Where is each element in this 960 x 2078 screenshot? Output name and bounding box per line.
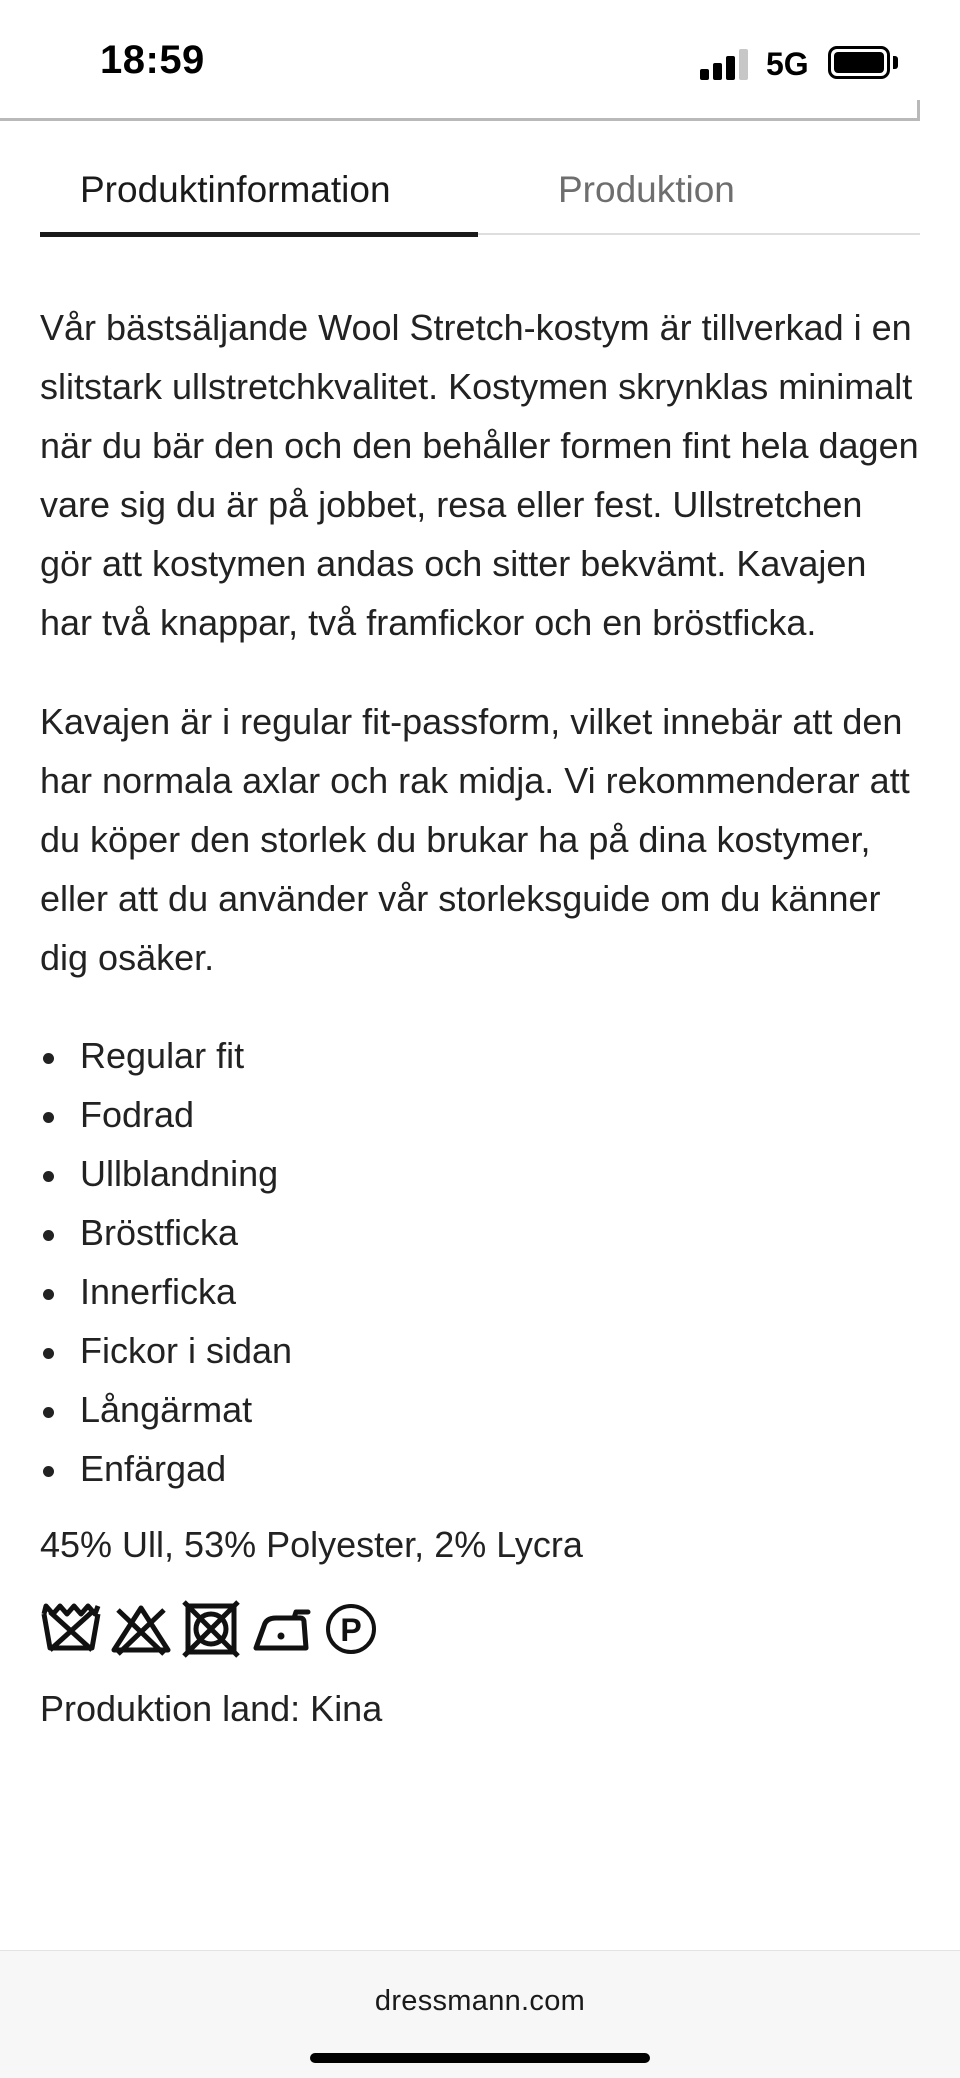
feature-item: Enfärgad <box>40 1439 920 1498</box>
tab-label: Produktion <box>558 169 735 210</box>
product-information-content <box>40 298 920 1738</box>
network-label: 5G <box>766 46 809 82</box>
feature-list <box>40 1026 920 1498</box>
tab-label: Produktinformation <box>80 169 391 210</box>
battery-tip <box>893 56 898 69</box>
feature-item: Fickor i sidan <box>40 1321 920 1380</box>
header-divider <box>0 118 920 121</box>
tab-produktion[interactable] <box>518 140 768 235</box>
care-instructions <box>40 1599 920 1659</box>
signal-bars-icon <box>700 48 752 80</box>
feature-item: Fodrad <box>40 1085 920 1144</box>
feature-item: Bröstficka <box>40 1203 920 1262</box>
dry-clean-p-icon <box>320 1600 382 1658</box>
battery-icon <box>828 46 890 79</box>
home-indicator[interactable] <box>310 2053 650 2063</box>
fit-paragraph: Kavajen är i regular fit-passform, vilket innebär att den har normala axlar och rak midja. Vi rekommenderar att du köper den storlek du brukar ha på dina kostymer, eller att du använder vår storleksguide om du känner dig osäker. <box>40 701 910 978</box>
no-tumble-dry-icon <box>180 1600 242 1658</box>
feature-item: Ullblandning <box>40 1144 920 1203</box>
dry-clean-letter: P <box>340 1612 362 1648</box>
no-bleach-icon <box>110 1600 172 1658</box>
feature-item: Långärmat <box>40 1380 920 1439</box>
status-bar <box>0 0 960 118</box>
material-composition: 45% Ull, 53% Polyester, 2% Lycra <box>40 1524 583 1565</box>
tab-produktinformation[interactable] <box>40 140 478 235</box>
feature-item: Regular fit <box>40 1026 920 1085</box>
product-tabs <box>40 140 920 235</box>
iron-low-icon <box>250 1600 312 1658</box>
production-country: Produktion land: Kina <box>40 1688 383 1729</box>
browser-bottom-bar <box>0 1950 960 2078</box>
header-divider-corner <box>917 100 920 121</box>
description-paragraph: Vår bästsäljande Wool Stretch-kostym är tillverkad i en slitstark ullstretchkvalitet. Kostymen skrynklas minimalt när du bär den och den behåller formen fint hela dagen vare sig du är på jobbet, resa eller fest. Ullstretchen gör att kostymen andas och sitter bekvämt. Kavajen har två knappar, två framfickor och en bröstficka. <box>40 307 919 643</box>
feature-item: Innerficka <box>40 1262 920 1321</box>
active-tab-indicator <box>40 232 478 237</box>
hand-wash-icon <box>40 1600 102 1658</box>
status-time: 18:59 <box>100 38 205 82</box>
url-label[interactable]: dressmann.com <box>374 1985 586 2017</box>
